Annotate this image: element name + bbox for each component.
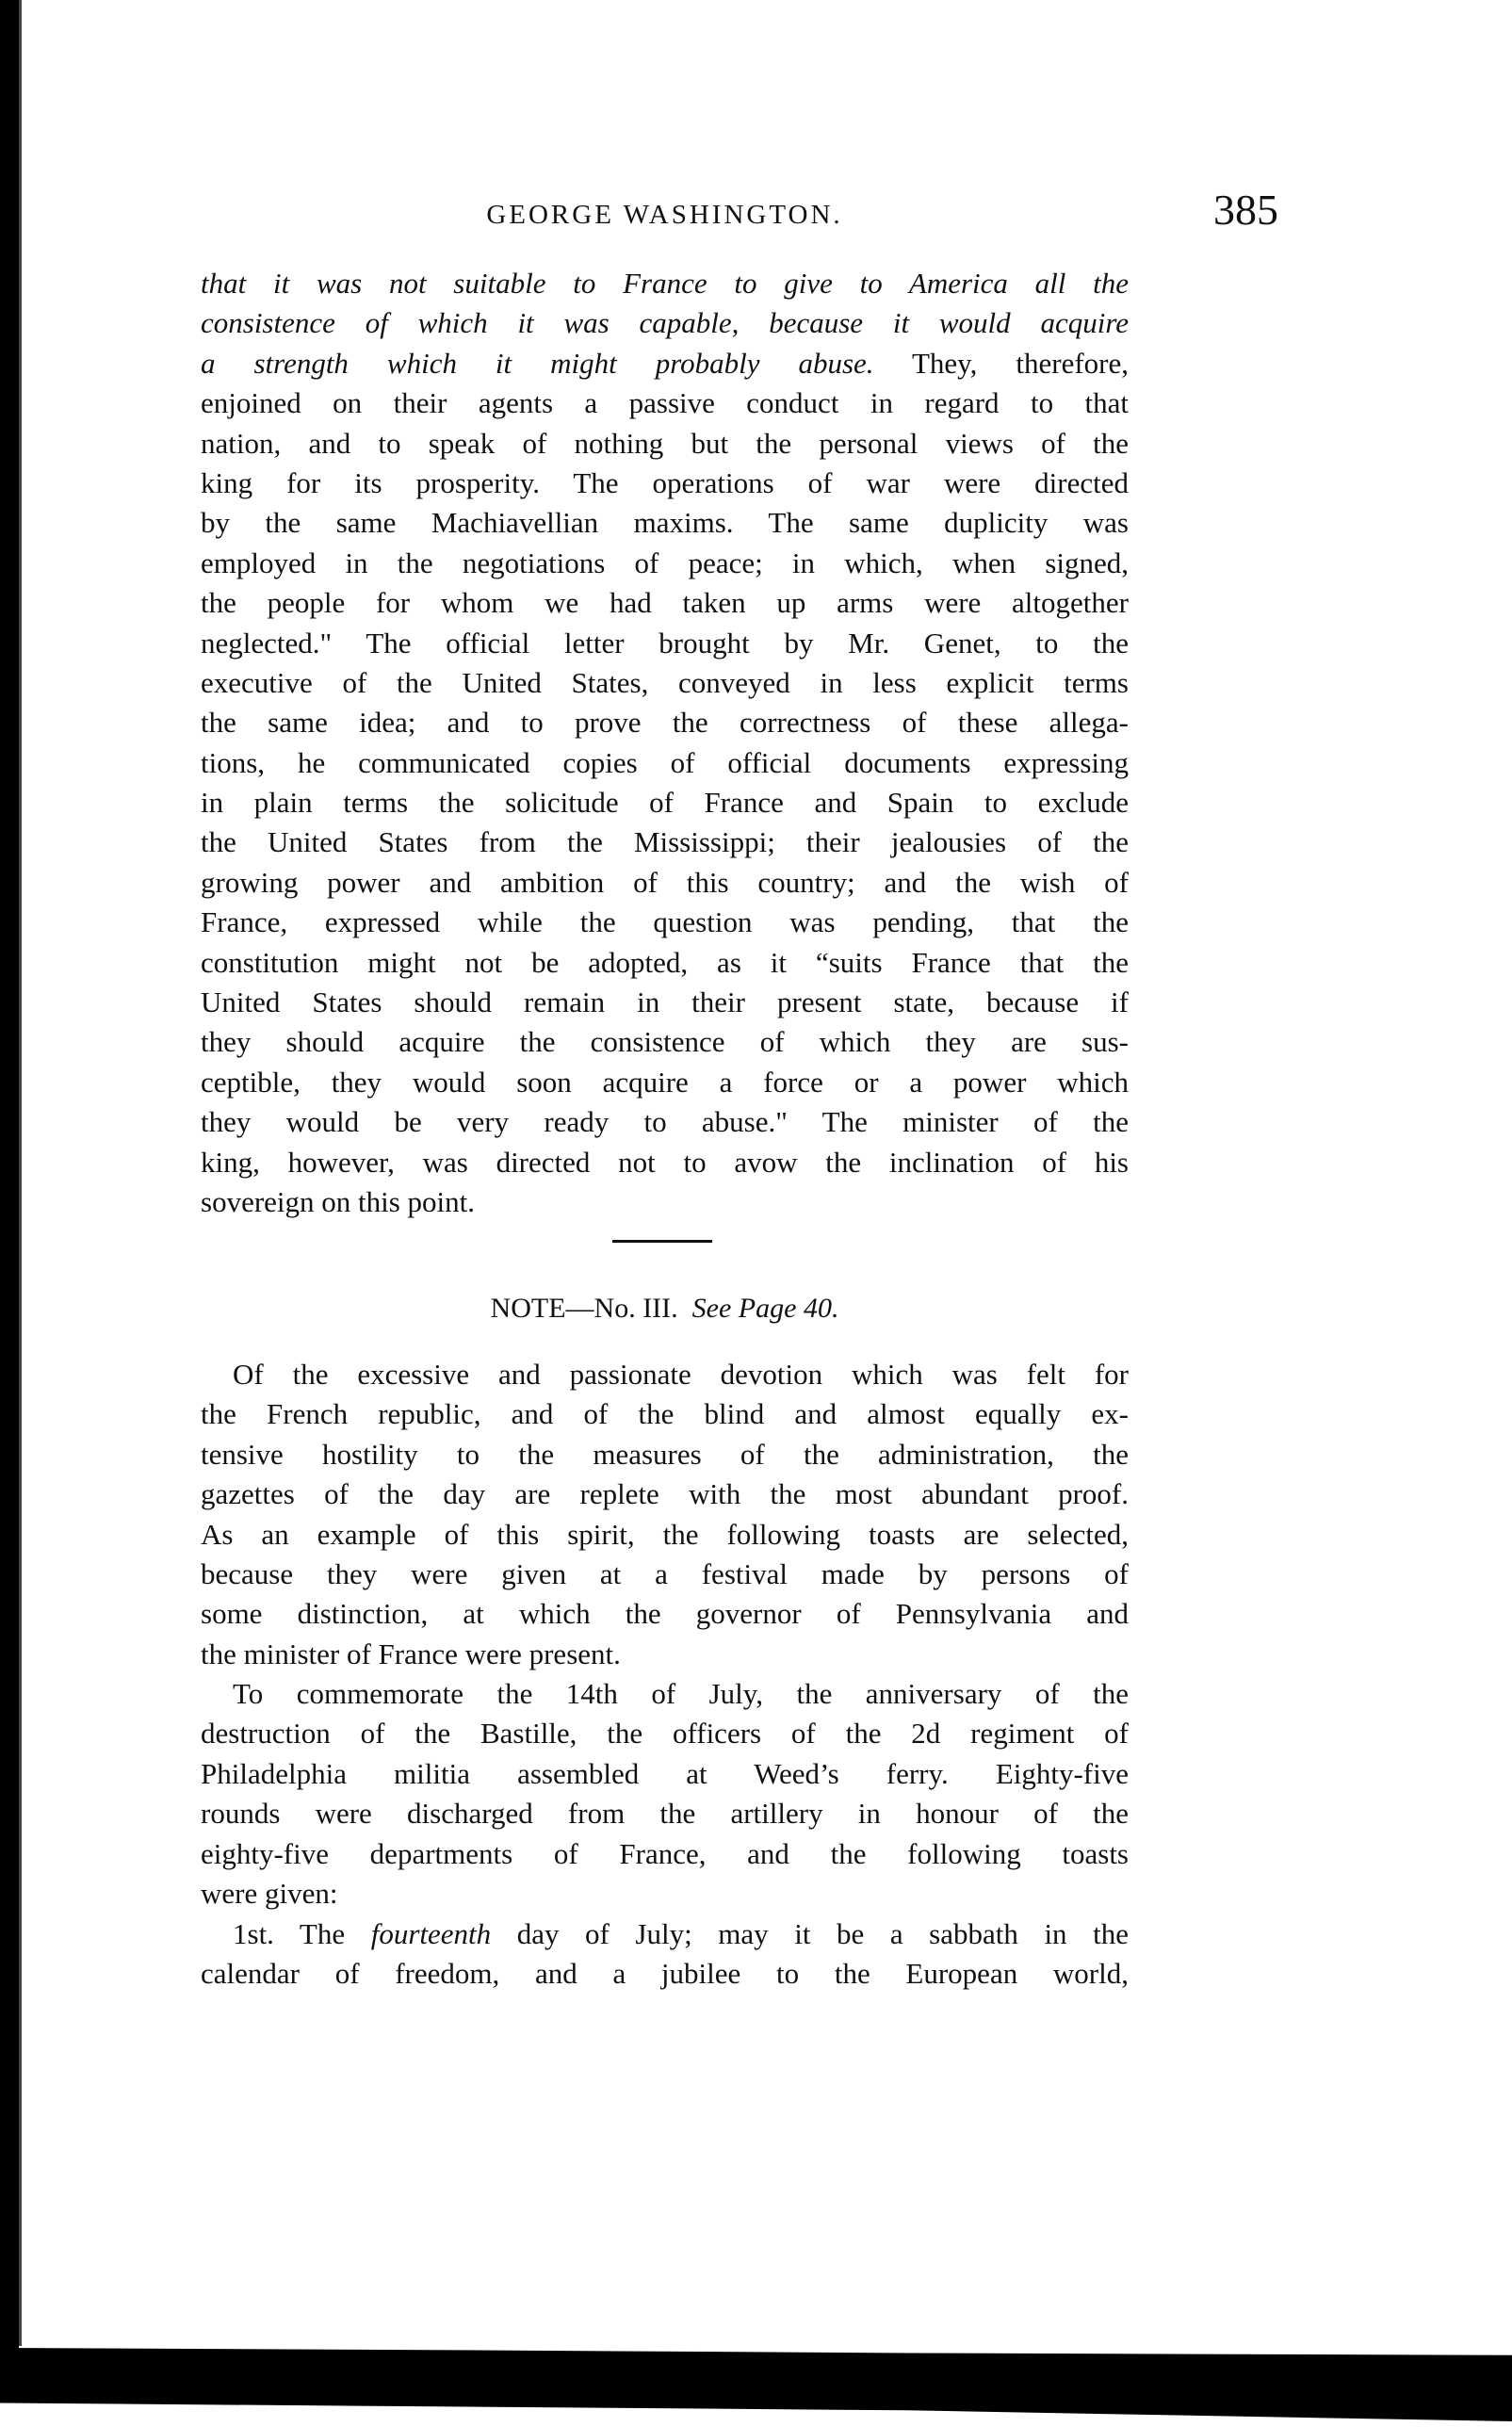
body-text: nation, and to speak of nothing but the personal views of the [201, 426, 1129, 460]
body-text: sovereign on this point. [201, 1184, 476, 1218]
body-text: the people for whom we had taken up arms were altogether [201, 586, 1129, 620]
text-line [201, 1874, 1129, 1914]
body-text: calendar of freedom, and a jubilee to the European world, [201, 1957, 1129, 1991]
text-line [201, 663, 1129, 703]
body-text: the French republic, and of the blind and almost equally ex- [201, 1397, 1129, 1431]
paragraph-2 [201, 1355, 1129, 1674]
note-heading-label: NOTE—No. III. [490, 1293, 678, 1324]
italic-text: consistence of which it was capable, because it would acquire [201, 306, 1129, 340]
body-text: constitution might not be adopted, as it “suits France that the [201, 945, 1129, 979]
italic-text: fourteenth [370, 1917, 492, 1950]
italic-text: that it was not suitable to France to give to America all the [201, 267, 1129, 300]
text-line [201, 863, 1129, 903]
text-line [201, 264, 1129, 303]
body-text: the United States from the Mississippi; their jealousies of the [201, 825, 1129, 859]
body-text: France, expressed while the question was pending, that the [201, 905, 1129, 939]
text-line [201, 1714, 1129, 1753]
body-text: 1st. The [233, 1917, 371, 1950]
text-line [201, 1022, 1129, 1062]
text-line [201, 1914, 1129, 1954]
text-line [201, 1555, 1129, 1594]
body-text: because they were given at a festival made by persons of [201, 1556, 1129, 1590]
text-line [201, 1063, 1129, 1102]
text-line [201, 1394, 1129, 1434]
body-text: gazettes of the day are replete with the most abundant proof. [201, 1477, 1129, 1511]
text-line [201, 823, 1129, 862]
body-text: some distinction, at which the governor of Pennsylvania and [201, 1597, 1129, 1631]
text-line [201, 1834, 1129, 1874]
text-line [201, 1754, 1129, 1794]
italic-text: a strength which it might probably abuse. [201, 346, 874, 380]
body-text: king for its prosperity. The operations of war were directed [201, 465, 1129, 499]
paragraph-4 [201, 1914, 1129, 1995]
text-line [201, 1635, 1129, 1674]
text-line [201, 1594, 1129, 1634]
text-line [201, 544, 1129, 583]
text-line [201, 1435, 1129, 1474]
text-line [201, 424, 1129, 464]
body-text: day of July; may it be a sabbath in the [491, 1917, 1129, 1950]
body-text: they would be very ready to abuse." The minister of the [201, 1105, 1129, 1139]
section-divider [612, 1240, 712, 1243]
body-text: the minister of France were present. [201, 1637, 621, 1670]
text-line [201, 943, 1129, 983]
scan-spine-shadow [19, 0, 22, 2346]
body-text: rounds were discharged from the artillery in honour of the [201, 1797, 1129, 1831]
text-line [201, 583, 1129, 623]
text-line [201, 1794, 1129, 1833]
text-line [201, 783, 1129, 823]
page-number: 385 [1213, 186, 1278, 234]
body-text: To commemorate the 14th of July, the anniversary of the [233, 1677, 1129, 1710]
text-line [201, 1102, 1129, 1142]
body-text: neglected." The official letter brought by Mr. Genet, to the [201, 626, 1129, 660]
body-text: executive of the United States, conveyed in less explicit terms [201, 665, 1129, 699]
paragraph-3 [201, 1674, 1129, 1914]
text-line [201, 303, 1129, 343]
body-text: king, however, was directed not to avow the inclination of his [201, 1145, 1129, 1179]
body-text: in plain terms the solicitude of France and Spain to exclude [201, 786, 1129, 820]
body-text: enjoined on their agents a passive conduct in regard to that [201, 386, 1129, 420]
text-line [201, 903, 1129, 942]
text-line [201, 703, 1129, 742]
body-text: the same idea; and to prove the correctness of these allega- [201, 706, 1129, 740]
body-text: growing power and ambition of this country; and the wish of [201, 865, 1129, 899]
body-text: they should acquire the consistence of which they are sus- [201, 1025, 1129, 1059]
note-heading-reference: See Page 40. [691, 1293, 839, 1324]
body-text: employed in the negotiations of peace; in which, when signed, [201, 546, 1129, 579]
text-line [201, 1474, 1129, 1514]
text-line [201, 344, 1129, 383]
body-text: Philadelphia militia assembled at Weed’s ferry. Eighty-five [201, 1756, 1129, 1790]
text-line [201, 1954, 1129, 1994]
body-text: eighty-five departments of France, and the following toasts [201, 1836, 1129, 1870]
text-line [201, 464, 1129, 503]
body-text: tensive hostility to the measures of the administration, the [201, 1437, 1129, 1471]
text-line [201, 503, 1129, 543]
body-text: ceptible, they would soon acquire a force or a power which [201, 1065, 1129, 1099]
body-text: were given: [201, 1876, 338, 1910]
text-line [201, 1515, 1129, 1555]
running-head: GEORGE WASHINGTON. [486, 200, 843, 230]
body-text: Of the excessive and passionate devotion which was felt for [233, 1358, 1129, 1391]
paragraph-1 [201, 264, 1129, 1222]
note-heading [201, 1293, 1129, 1325]
body-text: They, therefore, [873, 346, 1129, 380]
text-line [201, 624, 1129, 663]
body-text: United States should remain in their present state, because if [201, 985, 1129, 1019]
text-line [201, 983, 1129, 1022]
body-text: by the same Machiavellian maxims. The same duplicity was [201, 506, 1129, 540]
text-line [201, 1182, 1129, 1222]
body-text: As an example of this spirit, the following toasts are selected, [201, 1517, 1129, 1551]
text-line [201, 1143, 1129, 1182]
text-line [201, 1355, 1129, 1394]
body-text: destruction of the Bastille, the officers of the 2d regiment of [201, 1717, 1129, 1751]
body-text: tions, he communicated copies of official documents expressing [201, 745, 1129, 779]
scan-bottom-edge [0, 2348, 1512, 2421]
scan-spine-edge [0, 0, 19, 2355]
text-line [201, 743, 1129, 783]
text-line [201, 1674, 1129, 1714]
text-line [201, 383, 1129, 423]
